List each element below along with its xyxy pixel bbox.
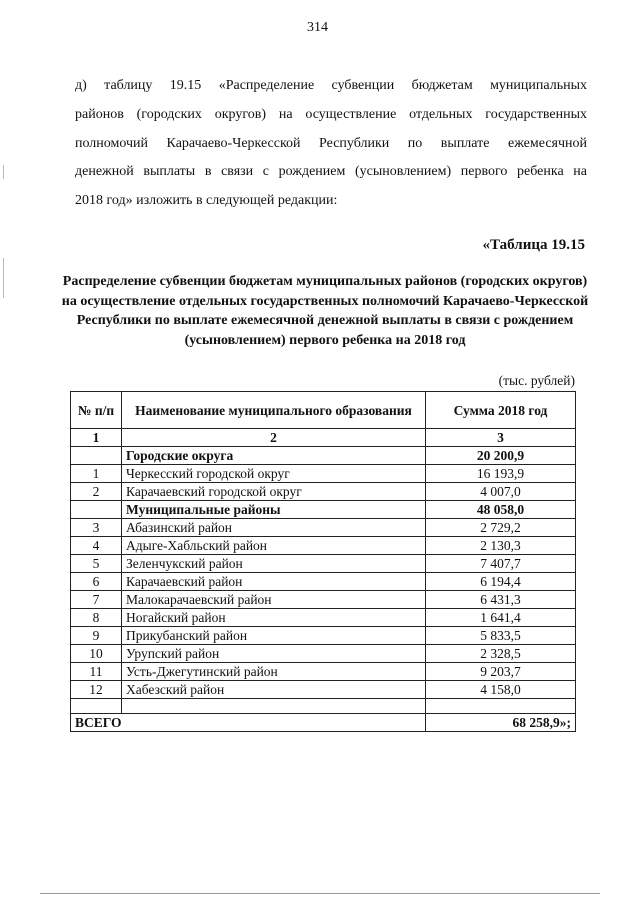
row-value: 6 194,4 [426, 573, 576, 591]
row-name: Городские округа [122, 447, 426, 465]
row-value: 48 058,0 [426, 501, 576, 519]
table-row [71, 447, 576, 465]
table-row [71, 483, 576, 501]
row-number: 8 [71, 609, 122, 627]
table-row [71, 465, 576, 483]
row-name: Хабезский район [122, 681, 426, 699]
row-number: 12 [71, 681, 122, 699]
row-name: Абазинский район [122, 519, 426, 537]
row-name: Ногайский район [122, 609, 426, 627]
intro-paragraph [75, 72, 587, 216]
row-value: 4 007,0 [426, 483, 576, 501]
row-name: Карачаевский район [122, 573, 426, 591]
row-value: 16 193,9 [426, 465, 576, 483]
row-value: 6 431,3 [426, 591, 576, 609]
scan-mark [3, 258, 4, 298]
row-value: 1 641,4 [426, 609, 576, 627]
row-number: 7 [71, 591, 122, 609]
scan-mark [3, 165, 4, 179]
column-numbers-row [71, 429, 576, 447]
row-number: 1 [71, 465, 122, 483]
table-row [71, 573, 576, 591]
total-label: ВСЕГО [71, 714, 426, 732]
row-value: 2 130,3 [426, 537, 576, 555]
total-row [71, 714, 576, 732]
column-number: 3 [426, 429, 576, 447]
intro-line: районов (городских округов) на осуществление отдельных государственных [75, 106, 587, 122]
table-row [71, 519, 576, 537]
row-number: 5 [71, 555, 122, 573]
row-number: 11 [71, 663, 122, 681]
row-number: 2 [71, 483, 122, 501]
row-number [71, 501, 122, 519]
row-name: Зеленчукский район [122, 555, 426, 573]
row-value: 5 833,5 [426, 627, 576, 645]
row-name: Карачаевский городской округ [122, 483, 426, 501]
table-row [71, 591, 576, 609]
row-number: 9 [71, 627, 122, 645]
table-title: Распределение субвенции бюджетам муниципальных районов (городских округов) на осуществление отдельных государственных полномочий Карачаево-Черкесской Республики по выплате ежемесячной денежной выплаты в связи с рождением (усыновлением) первого ребенка на 2018 год [61, 274, 589, 348]
intro-line: д) таблицу 19.15 «Распределение субвенции бюджетам муниципальных [75, 78, 587, 93]
table-row [71, 645, 576, 663]
page-number: 314 [307, 20, 328, 35]
table-row [71, 663, 576, 681]
row-name: Адыге-Хабльский район [122, 537, 426, 555]
row-value: 2 729,2 [426, 519, 576, 537]
row-value: 7 407,7 [426, 555, 576, 573]
table-label: «Таблица 19.15 [482, 237, 585, 253]
table-row [71, 537, 576, 555]
intro-line: полномочий Карачаево-Черкесской Республики по выплате ежемесячной [75, 135, 587, 151]
row-value: 2 328,5 [426, 645, 576, 663]
total-value: 68 258,9»; [426, 714, 576, 732]
row-number: 10 [71, 645, 122, 663]
row-number [71, 447, 122, 465]
table-row [71, 501, 576, 519]
blank-row [71, 699, 576, 714]
intro-line: денежной выплаты в связи с рождением (усыновлением) первого ребенка на [75, 164, 587, 180]
table-header-row [71, 392, 576, 429]
header-name: Наименование муниципального образования [122, 392, 426, 429]
subvention-table [70, 391, 576, 732]
row-name: Усть-Джегутинский район [122, 663, 426, 681]
bottom-rule [40, 893, 600, 894]
table-row [71, 609, 576, 627]
header-sum: Сумма 2018 год [426, 392, 576, 429]
table-row [71, 555, 576, 573]
row-number: 4 [71, 537, 122, 555]
row-value: 4 158,0 [426, 681, 576, 699]
row-number: 3 [71, 519, 122, 537]
row-name: Урупский район [122, 645, 426, 663]
row-name: Малокарачаевский район [122, 591, 426, 609]
row-value: 9 203,7 [426, 663, 576, 681]
header-num: № п/п [71, 392, 122, 429]
row-value: 20 200,9 [426, 447, 576, 465]
row-number: 6 [71, 573, 122, 591]
row-name: Черкесский городской округ [122, 465, 426, 483]
intro-line: 2018 год» изложить в следующей редакции: [75, 193, 338, 209]
table-row [71, 681, 576, 699]
row-name: Муниципальные районы [122, 501, 426, 519]
units-label: (тыс. рублей) [498, 373, 575, 388]
column-number: 2 [122, 429, 426, 447]
column-number: 1 [71, 429, 122, 447]
row-name: Прикубанский район [122, 627, 426, 645]
table-row [71, 627, 576, 645]
